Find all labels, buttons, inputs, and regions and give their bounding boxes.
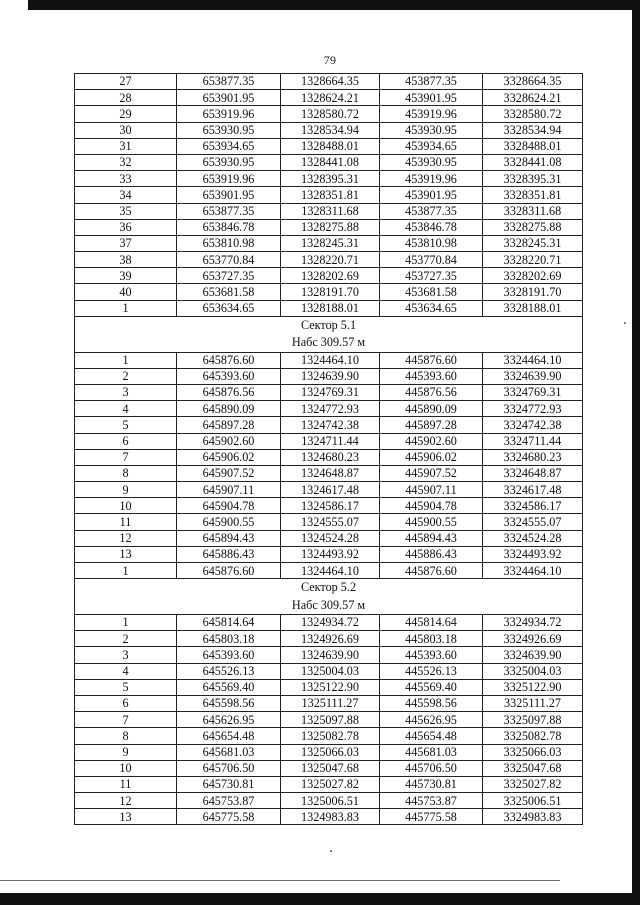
x-coordinate-cell: 645753.87 (177, 793, 281, 809)
x-coordinate-cell: 653846.78 (177, 219, 281, 235)
y2-coordinate-cell: 3324464.10 (483, 563, 583, 579)
y2-coordinate-cell: 3324772.93 (483, 401, 583, 417)
x-coordinate-cell: 653919.96 (177, 171, 281, 187)
x2-coordinate-cell: 445803.18 (380, 631, 483, 647)
x-coordinate-cell: 645626.95 (177, 712, 281, 728)
y-coordinate-cell: 1324586.17 (281, 498, 380, 514)
x2-coordinate-cell: 445894.43 (380, 530, 483, 546)
point-number-cell: 10 (75, 760, 177, 776)
y-coordinate-cell: 1325006.51 (281, 793, 380, 809)
table-row (75, 122, 583, 138)
point-number-cell: 9 (75, 744, 177, 760)
point-number-cell: 1 (75, 352, 177, 368)
scan-speck (624, 322, 626, 324)
point-number-cell: 9 (75, 482, 177, 498)
y-coordinate-cell: 1325122.90 (281, 679, 380, 695)
point-number-cell: 13 (75, 809, 177, 825)
x2-coordinate-cell: 445897.28 (380, 417, 483, 433)
y2-coordinate-cell: 3328191.70 (483, 284, 583, 300)
x2-coordinate-cell: 453681.58 (380, 284, 483, 300)
y-coordinate-cell: 1324493.92 (281, 546, 380, 562)
x-coordinate-cell: 645890.09 (177, 401, 281, 417)
y2-coordinate-cell: 3328245.31 (483, 235, 583, 251)
x-coordinate-cell: 645526.13 (177, 663, 281, 679)
table-row (75, 138, 583, 154)
x2-coordinate-cell: 445526.13 (380, 663, 483, 679)
table-row (75, 776, 583, 792)
y-coordinate-cell: 1328191.70 (281, 284, 380, 300)
x-coordinate-cell: 653634.65 (177, 300, 281, 316)
table-row (75, 433, 583, 449)
x-coordinate-cell: 645598.56 (177, 695, 281, 711)
table-row (75, 187, 583, 203)
point-number-cell: 11 (75, 776, 177, 792)
table-row (75, 368, 583, 384)
table-row (75, 384, 583, 400)
point-number-cell: 5 (75, 417, 177, 433)
x-coordinate-cell: 645393.60 (177, 647, 281, 663)
point-number-cell: 35 (75, 203, 177, 219)
y-coordinate-cell: 1328534.94 (281, 122, 380, 138)
y-coordinate-cell: 1325047.68 (281, 760, 380, 776)
table-row (75, 219, 583, 235)
coordinates-table-body (75, 74, 583, 825)
x-coordinate-cell: 645906.02 (177, 449, 281, 465)
x-coordinate-cell: 653919.96 (177, 106, 281, 122)
point-number-cell: 3 (75, 384, 177, 400)
y-coordinate-cell: 1324639.90 (281, 368, 380, 384)
coordinates-table (74, 73, 583, 825)
x2-coordinate-cell: 445906.02 (380, 449, 483, 465)
y2-coordinate-cell: 3328664.35 (483, 74, 583, 90)
x-coordinate-cell: 645907.11 (177, 482, 281, 498)
point-number-cell: 39 (75, 268, 177, 284)
y2-coordinate-cell: 3324926.69 (483, 631, 583, 647)
y-coordinate-cell: 1328311.68 (281, 203, 380, 219)
point-number-cell: 27 (75, 74, 177, 90)
y-coordinate-cell: 1324648.87 (281, 465, 380, 481)
point-number-cell: 28 (75, 90, 177, 106)
x2-coordinate-cell: 445876.60 (380, 563, 483, 579)
point-number-cell: 8 (75, 728, 177, 744)
table-row (75, 154, 583, 170)
x-coordinate-cell: 645904.78 (177, 498, 281, 514)
table-row (75, 401, 583, 417)
y2-coordinate-cell: 3328395.31 (483, 171, 583, 187)
y2-coordinate-cell: 3325122.90 (483, 679, 583, 695)
x-coordinate-cell: 645876.60 (177, 563, 281, 579)
y-coordinate-cell: 1328488.01 (281, 138, 380, 154)
x2-coordinate-cell: 445907.11 (380, 482, 483, 498)
point-number-cell: 5 (75, 679, 177, 695)
scan-border-top (28, 0, 640, 10)
scan-artifact-line (0, 880, 560, 881)
table-row (75, 631, 583, 647)
y-coordinate-cell: 1324524.28 (281, 530, 380, 546)
y2-coordinate-cell: 3325047.68 (483, 760, 583, 776)
x2-coordinate-cell: 445654.48 (380, 728, 483, 744)
point-number-cell: 7 (75, 712, 177, 728)
table-row (75, 449, 583, 465)
point-number-cell: 29 (75, 106, 177, 122)
scan-border-right (632, 0, 640, 905)
y-coordinate-cell: 1328245.31 (281, 235, 380, 251)
point-number-cell: 31 (75, 138, 177, 154)
x-coordinate-cell: 645902.60 (177, 433, 281, 449)
y2-coordinate-cell: 3324983.83 (483, 809, 583, 825)
y-coordinate-cell: 1324934.72 (281, 615, 380, 631)
y-coordinate-cell: 1328351.81 (281, 187, 380, 203)
x-coordinate-cell: 653901.95 (177, 90, 281, 106)
y-coordinate-cell: 1324617.48 (281, 482, 380, 498)
x-coordinate-cell: 645681.03 (177, 744, 281, 760)
section-header-cell (75, 316, 583, 352)
y-coordinate-cell: 1325066.03 (281, 744, 380, 760)
point-number-cell: 6 (75, 433, 177, 449)
x-coordinate-cell: 645897.28 (177, 417, 281, 433)
table-row (75, 284, 583, 300)
point-number-cell: 33 (75, 171, 177, 187)
y-coordinate-cell: 1324464.10 (281, 563, 380, 579)
y2-coordinate-cell: 3324639.90 (483, 647, 583, 663)
x2-coordinate-cell: 453919.96 (380, 106, 483, 122)
point-number-cell: 38 (75, 252, 177, 268)
section-title: Сектор 5.2 (300, 580, 357, 595)
y-coordinate-cell: 1325111.27 (281, 695, 380, 711)
table-row (75, 679, 583, 695)
y2-coordinate-cell: 3324555.07 (483, 514, 583, 530)
y2-coordinate-cell: 3328488.01 (483, 138, 583, 154)
x2-coordinate-cell: 445706.50 (380, 760, 483, 776)
table-row (75, 695, 583, 711)
x2-coordinate-cell: 453846.78 (380, 219, 483, 235)
x2-coordinate-cell: 445886.43 (380, 546, 483, 562)
table-row (75, 268, 583, 284)
x2-coordinate-cell: 445753.87 (380, 793, 483, 809)
point-number-cell: 10 (75, 498, 177, 514)
y-coordinate-cell: 1324711.44 (281, 433, 380, 449)
y-coordinate-cell: 1325082.78 (281, 728, 380, 744)
table-row (75, 482, 583, 498)
section-header-row (75, 316, 583, 352)
y2-coordinate-cell: 3324680.23 (483, 449, 583, 465)
y2-coordinate-cell: 3325027.82 (483, 776, 583, 792)
y2-coordinate-cell: 3325004.03 (483, 663, 583, 679)
y2-coordinate-cell: 3324711.44 (483, 433, 583, 449)
point-number-cell: 37 (75, 235, 177, 251)
table-row (75, 809, 583, 825)
point-number-cell: 6 (75, 695, 177, 711)
x2-coordinate-cell: 445393.60 (380, 368, 483, 384)
point-number-cell: 2 (75, 631, 177, 647)
section-elevation: Набс 309.57 м (291, 597, 366, 612)
x-coordinate-cell: 645654.48 (177, 728, 281, 744)
y2-coordinate-cell: 3325066.03 (483, 744, 583, 760)
point-number-cell: 3 (75, 647, 177, 663)
table-row (75, 252, 583, 268)
table-row (75, 514, 583, 530)
table-row (75, 498, 583, 514)
y-coordinate-cell: 1324639.90 (281, 647, 380, 663)
x2-coordinate-cell: 445876.60 (380, 352, 483, 368)
section-header-cell (75, 579, 583, 615)
x2-coordinate-cell: 453770.84 (380, 252, 483, 268)
x-coordinate-cell: 645900.55 (177, 514, 281, 530)
section-elevation: Набс 309.57 м (291, 335, 366, 350)
y-coordinate-cell: 1328624.21 (281, 90, 380, 106)
y-coordinate-cell: 1328395.31 (281, 171, 380, 187)
y-coordinate-cell: 1324983.83 (281, 809, 380, 825)
x2-coordinate-cell: 445626.95 (380, 712, 483, 728)
x2-coordinate-cell: 445900.55 (380, 514, 483, 530)
point-number-cell: 32 (75, 154, 177, 170)
x-coordinate-cell: 645803.18 (177, 631, 281, 647)
x-coordinate-cell: 653901.95 (177, 187, 281, 203)
table-row (75, 728, 583, 744)
y2-coordinate-cell: 3328624.21 (483, 90, 583, 106)
y-coordinate-cell: 1324769.31 (281, 384, 380, 400)
table-row (75, 90, 583, 106)
y2-coordinate-cell: 3324639.90 (483, 368, 583, 384)
x2-coordinate-cell: 453930.95 (380, 154, 483, 170)
y-coordinate-cell: 1325027.82 (281, 776, 380, 792)
table-row (75, 546, 583, 562)
table-row (75, 465, 583, 481)
x-coordinate-cell: 653770.84 (177, 252, 281, 268)
table-row (75, 744, 583, 760)
point-number-cell: 34 (75, 187, 177, 203)
y2-coordinate-cell: 3324742.38 (483, 417, 583, 433)
y-coordinate-cell: 1324555.07 (281, 514, 380, 530)
y2-coordinate-cell: 3328220.71 (483, 252, 583, 268)
y-coordinate-cell: 1324464.10 (281, 352, 380, 368)
y-coordinate-cell: 1328664.35 (281, 74, 380, 90)
y2-coordinate-cell: 3328202.69 (483, 268, 583, 284)
x2-coordinate-cell: 445876.56 (380, 384, 483, 400)
x-coordinate-cell: 645569.40 (177, 679, 281, 695)
table-row (75, 106, 583, 122)
y-coordinate-cell: 1324742.38 (281, 417, 380, 433)
point-number-cell: 30 (75, 122, 177, 138)
x-coordinate-cell: 645886.43 (177, 546, 281, 562)
point-number-cell: 4 (75, 663, 177, 679)
table-row (75, 417, 583, 433)
x2-coordinate-cell: 453810.98 (380, 235, 483, 251)
table-row (75, 530, 583, 546)
x-coordinate-cell: 645393.60 (177, 368, 281, 384)
x-coordinate-cell: 653810.98 (177, 235, 281, 251)
x2-coordinate-cell: 453901.95 (380, 187, 483, 203)
y2-coordinate-cell: 3324934.72 (483, 615, 583, 631)
x-coordinate-cell: 645907.52 (177, 465, 281, 481)
y2-coordinate-cell: 3328534.94 (483, 122, 583, 138)
x2-coordinate-cell: 445890.09 (380, 401, 483, 417)
point-number-cell: 7 (75, 449, 177, 465)
y2-coordinate-cell: 3328580.72 (483, 106, 583, 122)
x-coordinate-cell: 645814.64 (177, 615, 281, 631)
point-number-cell: 11 (75, 514, 177, 530)
x-coordinate-cell: 645706.50 (177, 760, 281, 776)
y2-coordinate-cell: 3324769.31 (483, 384, 583, 400)
x-coordinate-cell: 645775.58 (177, 809, 281, 825)
x2-coordinate-cell: 445681.03 (380, 744, 483, 760)
y2-coordinate-cell: 3328351.81 (483, 187, 583, 203)
x2-coordinate-cell: 445902.60 (380, 433, 483, 449)
x-coordinate-cell: 645894.43 (177, 530, 281, 546)
page-number: 79 (323, 53, 337, 67)
table-row (75, 171, 583, 187)
y2-coordinate-cell: 3325111.27 (483, 695, 583, 711)
table-row (75, 647, 583, 663)
y-coordinate-cell: 1328202.69 (281, 268, 380, 284)
x-coordinate-cell: 653727.35 (177, 268, 281, 284)
x2-coordinate-cell: 445775.58 (380, 809, 483, 825)
x-coordinate-cell: 645876.60 (177, 352, 281, 368)
scan-speck (330, 850, 332, 852)
point-number-cell: 4 (75, 401, 177, 417)
x2-coordinate-cell: 453934.65 (380, 138, 483, 154)
y2-coordinate-cell: 3324617.48 (483, 482, 583, 498)
y-coordinate-cell: 1328188.01 (281, 300, 380, 316)
point-number-cell: 40 (75, 284, 177, 300)
x-coordinate-cell: 645730.81 (177, 776, 281, 792)
point-number-cell: 13 (75, 546, 177, 562)
y2-coordinate-cell: 3324648.87 (483, 465, 583, 481)
y-coordinate-cell: 1324772.93 (281, 401, 380, 417)
x2-coordinate-cell: 453901.95 (380, 90, 483, 106)
y2-coordinate-cell: 3324493.92 (483, 546, 583, 562)
y-coordinate-cell: 1325004.03 (281, 663, 380, 679)
x-coordinate-cell: 653930.95 (177, 122, 281, 138)
x2-coordinate-cell: 445907.52 (380, 465, 483, 481)
section-title: Сектор 5.1 (300, 317, 357, 332)
x2-coordinate-cell: 453727.35 (380, 268, 483, 284)
y2-coordinate-cell: 3328188.01 (483, 300, 583, 316)
table-row (75, 563, 583, 579)
x2-coordinate-cell: 453877.35 (380, 203, 483, 219)
y-coordinate-cell: 1328441.08 (281, 154, 380, 170)
y-coordinate-cell: 1325097.88 (281, 712, 380, 728)
y2-coordinate-cell: 3325082.78 (483, 728, 583, 744)
x2-coordinate-cell: 445904.78 (380, 498, 483, 514)
point-number-cell: 1 (75, 615, 177, 631)
x2-coordinate-cell: 445730.81 (380, 776, 483, 792)
point-number-cell: 2 (75, 368, 177, 384)
x2-coordinate-cell: 453930.95 (380, 122, 483, 138)
table-row (75, 712, 583, 728)
x-coordinate-cell: 653930.95 (177, 154, 281, 170)
x-coordinate-cell: 653877.35 (177, 203, 281, 219)
y2-coordinate-cell: 3324524.28 (483, 530, 583, 546)
table-row (75, 235, 583, 251)
point-number-cell: 1 (75, 563, 177, 579)
y2-coordinate-cell: 3328275.88 (483, 219, 583, 235)
table-row (75, 352, 583, 368)
y-coordinate-cell: 1324926.69 (281, 631, 380, 647)
x2-coordinate-cell: 445393.60 (380, 647, 483, 663)
table-row (75, 74, 583, 90)
y-coordinate-cell: 1328275.88 (281, 219, 380, 235)
table-row (75, 760, 583, 776)
y2-coordinate-cell: 3325006.51 (483, 793, 583, 809)
scan-border-bottom (0, 893, 640, 905)
x2-coordinate-cell: 453919.96 (380, 171, 483, 187)
y2-coordinate-cell: 3328311.68 (483, 203, 583, 219)
x-coordinate-cell: 653934.65 (177, 138, 281, 154)
x2-coordinate-cell: 453634.65 (380, 300, 483, 316)
x2-coordinate-cell: 445569.40 (380, 679, 483, 695)
x2-coordinate-cell: 453877.35 (380, 74, 483, 90)
y-coordinate-cell: 1324680.23 (281, 449, 380, 465)
point-number-cell: 8 (75, 465, 177, 481)
table-row (75, 793, 583, 809)
table-row (75, 615, 583, 631)
y2-coordinate-cell: 3324586.17 (483, 498, 583, 514)
x-coordinate-cell: 653681.58 (177, 284, 281, 300)
x-coordinate-cell: 653877.35 (177, 74, 281, 90)
section-header-row (75, 579, 583, 615)
point-number-cell: 12 (75, 793, 177, 809)
x2-coordinate-cell: 445814.64 (380, 615, 483, 631)
y2-coordinate-cell: 3328441.08 (483, 154, 583, 170)
y2-coordinate-cell: 3324464.10 (483, 352, 583, 368)
point-number-cell: 12 (75, 530, 177, 546)
point-number-cell: 36 (75, 219, 177, 235)
y2-coordinate-cell: 3325097.88 (483, 712, 583, 728)
table-row (75, 203, 583, 219)
table-row (75, 300, 583, 316)
x-coordinate-cell: 645876.56 (177, 384, 281, 400)
table-row (75, 663, 583, 679)
x2-coordinate-cell: 445598.56 (380, 695, 483, 711)
y-coordinate-cell: 1328220.71 (281, 252, 380, 268)
point-number-cell: 1 (75, 300, 177, 316)
y-coordinate-cell: 1328580.72 (281, 106, 380, 122)
